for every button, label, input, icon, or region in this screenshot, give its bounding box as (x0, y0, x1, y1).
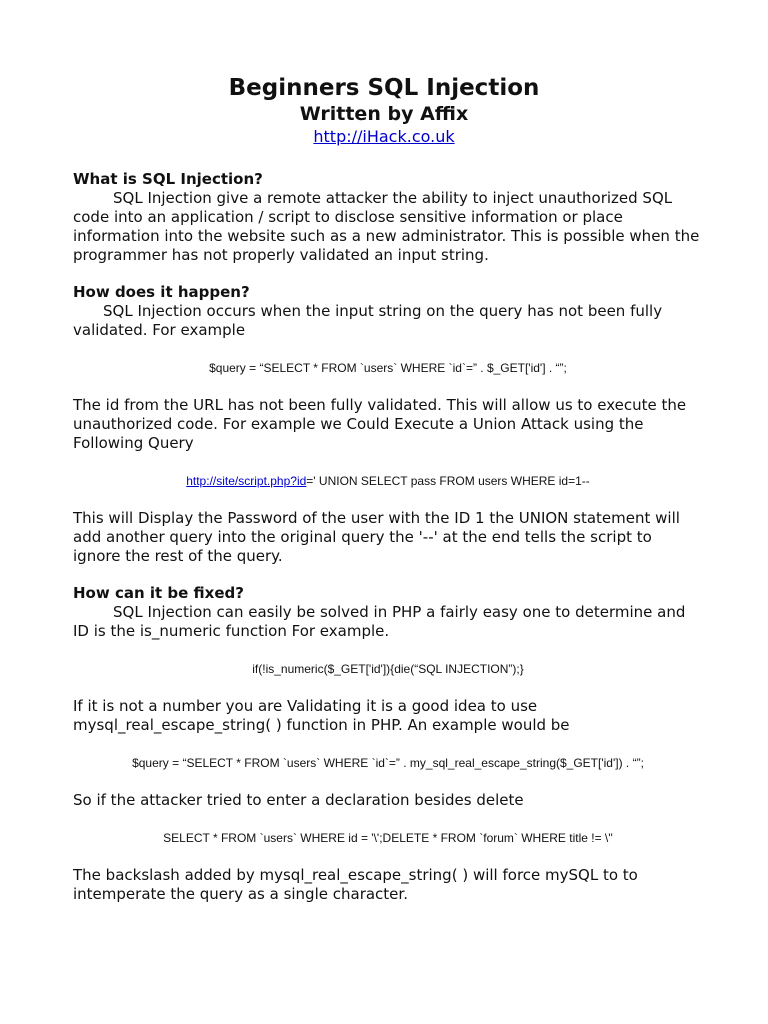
code-union-attack-link[interactable]: http://site/script.php?id (186, 474, 307, 488)
code-escape-string: $query = “SELECT * FROM `users` WHERE `id`=” . my_sql_real_escape_string($_GET['id']) . “”; (132, 756, 644, 770)
code-escaped-delete: SELECT * FROM `users` WHERE id = '\';DELETE * FROM `forum` WHERE title != \'' (163, 831, 613, 845)
paragraph-fix-2: If it is not a number you are Validating it is a good idea to use mysql_real_escape_string( ) function in PHP. An example would be (73, 697, 570, 734)
code-union-attack-rest: =' UNION SELECT pass FROM users WHERE id=1-- (306, 474, 590, 488)
document-author: Written by Affix (299, 103, 469, 125)
document-title: Beginners SQL Injection (228, 75, 540, 101)
document-header (0, 0, 768, 148)
code-union-attack (73, 473, 703, 489)
paragraph-how-3: This will Display the Password of the user with the ID 1 the UNION statement will add another query into the original query the '--' at the end tells the script to ignore the rest of the query. (73, 509, 680, 565)
paragraph-fix: SQL Injection can easily be solved in PHP a fairly easy one to determine and ID is the is_numeric function For example. (73, 603, 686, 640)
paragraph-how: SQL Injection occurs when the input string on the query has not been fully validated. For example (73, 302, 663, 339)
author-site-link[interactable]: http://iHack.co.uk (313, 127, 455, 146)
heading-how-can-it-be-fixed: How can it be fixed? (73, 584, 244, 602)
code-query-example: $query = “SELECT * FROM `users` WHERE `id`=” . $_GET['id'] . “”; (209, 361, 567, 375)
document-body (73, 170, 703, 904)
paragraph-what: SQL Injection give a remote attacker the ability to inject unauthorized SQL code into an application / script to disclose sensitive information or place information into the website such as a new administrator. This is possible when the programmer has not properly validated an input string. (73, 189, 700, 264)
code-is-numeric: if(!is_numeric($_GET['id']){die(“SQL INJECTION”);} (252, 662, 524, 676)
heading-what-is-sql-injection: What is SQL Injection? (73, 170, 263, 188)
heading-how-does-it-happen: How does it happen? (73, 283, 250, 301)
paragraph-how-2: The id from the URL has not been fully validated. This will allow us to execute the unauthorized code. For example we Could Execute a Union Attack using the Following Query (73, 396, 687, 452)
paragraph-fix-3: So if the attacker tried to enter a declaration besides delete (73, 791, 524, 809)
paragraph-fix-4: The backslash added by mysql_real_escape_string( ) will force mySQL to to intemperate the query as a single character. (73, 866, 638, 903)
